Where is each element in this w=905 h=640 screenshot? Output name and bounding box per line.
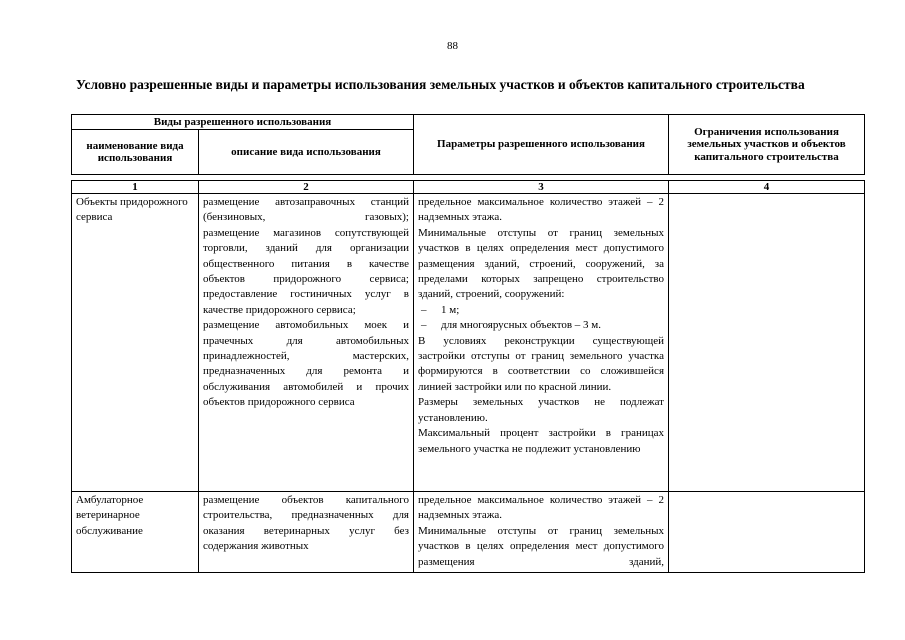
header-row-1 (72, 115, 865, 130)
table-row (72, 194, 865, 492)
use-name-cell (72, 194, 199, 492)
params-floors: предельное максимальное количество этажей – 2 надземных этажа. (418, 196, 664, 224)
description-item: размещение автомобильных моек и прачечных для автомобильных принадлежностей, мастерских, предназначенных для ремонта и обслуживания автомобилей и прочих объектов придорожного сервиса (203, 319, 409, 409)
use-name-cell (72, 492, 199, 573)
use-description-cell (199, 194, 414, 492)
use-name: Амбулаторное ветеринарное обслуживание (76, 494, 144, 537)
section-heading: Условно разрешенные виды и параметры использования земельных участков и объектов капитального строительства (76, 77, 805, 92)
setback-item: – 1 м; (421, 303, 460, 316)
column-number-3: 3 (414, 181, 669, 194)
description-item: предоставление гостиничных услуг в качестве придорожного сервиса; (203, 288, 409, 316)
land-use-table (71, 114, 865, 573)
params-cell (414, 194, 669, 492)
use-name: Объекты придорожного сервиса (76, 196, 188, 224)
description-item: размещение объектов капитального строительства, предназначенных для оказания ветеринарных услуг без содержания животных (203, 494, 409, 553)
column-number-1: 1 (72, 181, 199, 194)
params-coverage: Максимальный процент застройки в границах земельного участка не подлежит установлению (418, 427, 664, 455)
setback-item: – для многоярусных объектов – 3 м. (421, 319, 602, 332)
column-number-2: 2 (199, 181, 414, 194)
page-number: 88 (447, 40, 458, 52)
description-item: размещение автозаправочных станций (бензиновых, газовых); (203, 196, 409, 224)
header-name: наименование вида использования (72, 130, 199, 175)
header-description: описание вида использования (199, 130, 414, 175)
table-row (72, 492, 865, 573)
params-floors: предельное максимальное количество этажей – 2 надземных этажа. (418, 494, 664, 522)
description-item: размещение магазинов сопутствующей торговли, зданий для организации общественного питания в качестве объектов придорожного сервиса; (203, 226, 409, 286)
params-setbacks: Минимальные отступы от границ земельных участков в целях определения мест допустимого размещения зданий, строений, сооружений, за пределами которых запрещено строительство зданий, строений, сооружений: (418, 226, 664, 301)
header-limits: Ограничения использования земельных участков и объектов капитального строительства (669, 115, 865, 175)
use-description-cell (199, 492, 414, 573)
limits-cell (669, 194, 865, 492)
header-params: Параметры разрешенного использования (414, 115, 669, 175)
limits-cell (669, 492, 865, 573)
header-group-cell: Виды разрешенного использования (72, 115, 414, 130)
column-number-4: 4 (669, 181, 865, 194)
params-reconstruction: В условиях реконструкции существующей застройки отступы от границ земельного участка формируются в соответствии со сложившейся линией застройки или по красной линии. (418, 334, 664, 393)
params-sizes: Размеры земельных участков не подлежат установлению. (418, 396, 664, 424)
params-cell (414, 492, 669, 573)
params-setbacks: Минимальные отступы от границ земельных участков в целях определения мест допустимого размещения зданий, (418, 524, 664, 568)
column-number-row (72, 181, 865, 194)
